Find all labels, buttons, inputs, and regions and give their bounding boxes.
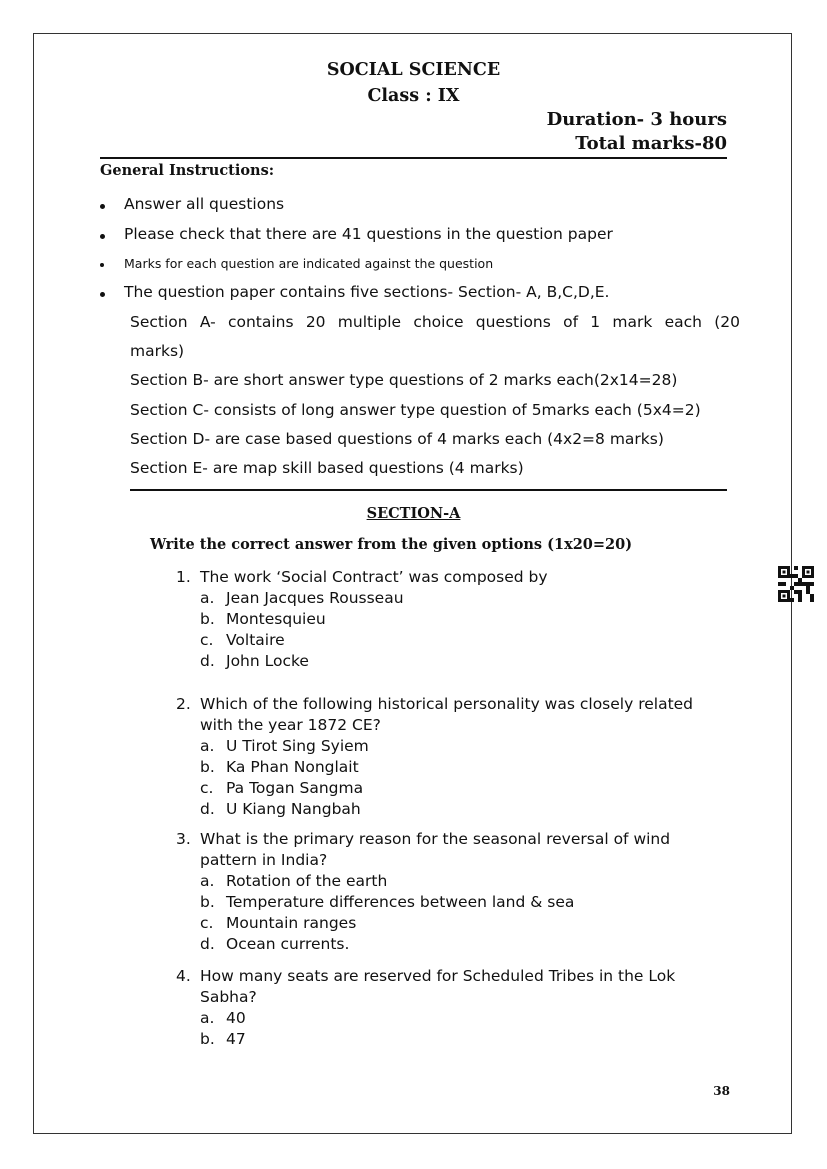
section-description: Section A- contains 20 multiple choice questions of 1 mark each (20 (130, 313, 740, 331)
option-text: Ka Phan Nonglait (226, 758, 359, 776)
subject-title: SOCIAL SCIENCE (326, 60, 501, 80)
page-number: 38 (713, 1084, 730, 1098)
section-a-instruction: Write the correct answer from the given options (1x20=20) (150, 536, 633, 553)
option-label: a. (200, 1009, 215, 1027)
option-label: d. (200, 800, 215, 818)
option-text: Mountain ranges (226, 914, 357, 932)
option-text: Temperature differences between land & sea (226, 893, 575, 911)
option-label: b. (200, 1030, 215, 1048)
question-number: 4. (176, 967, 191, 985)
section-description: Section D- are case based questions of 4 marks each (4x2=8 marks) (130, 430, 664, 448)
question-text: Which of the following historical personality was closely related (200, 695, 694, 713)
instruction-text: Please check that there are 41 questions in the question paper (124, 225, 613, 243)
qr-code-icon (778, 565, 814, 603)
question-text: The work ‘Social Contract’ was composed by (200, 568, 548, 586)
instruction-text: The question paper contains five sections- Section- A, B,C,D,E. (124, 283, 610, 301)
section-description: Section B- are short answer type questions of 2 marks each(2x14=28) (130, 371, 678, 389)
option-text: Jean Jacques Rousseau (226, 589, 404, 607)
option-label: b. (200, 893, 215, 911)
option-label: c. (200, 631, 214, 649)
section-a-heading (0, 503, 827, 522)
option-label: a. (200, 589, 215, 607)
option-label: c. (200, 914, 214, 932)
instructions-divider (130, 489, 727, 491)
question-number: 2. (176, 695, 191, 713)
option-label: a. (200, 872, 215, 890)
option-label: d. (200, 652, 215, 670)
question-text: pattern in India? (200, 851, 328, 869)
option-text: 40 (226, 1009, 246, 1027)
bullet-icon (100, 263, 104, 267)
section-description: marks) (130, 342, 185, 360)
total-marks: Total marks-80 (575, 133, 727, 154)
option-text: Ocean currents. (226, 935, 350, 953)
section-a-title: SECTION-A (366, 505, 461, 522)
option-text: John Locke (226, 652, 309, 670)
option-label: a. (200, 737, 215, 755)
option-text: Montesquieu (226, 610, 326, 628)
option-label: d. (200, 935, 215, 953)
instruction-text: Answer all questions (124, 195, 285, 213)
bullet-icon (100, 292, 105, 297)
option-label: b. (200, 758, 215, 776)
option-label: b. (200, 610, 215, 628)
question-number: 3. (176, 830, 191, 848)
question-text: What is the primary reason for the seasonal reversal of wind (200, 830, 671, 848)
question-number: 1. (176, 568, 191, 586)
bullet-icon (100, 234, 105, 239)
instruction-text: Marks for each question are indicated against the question (124, 256, 494, 271)
option-text: 47 (226, 1030, 246, 1048)
option-text: U Tirot Sing Syiem (226, 737, 369, 755)
option-label: c. (200, 779, 214, 797)
bullet-icon (100, 204, 105, 209)
option-text: U Kiang Nangbah (226, 800, 361, 818)
section-description: Section E- are map skill based questions (4 marks) (130, 459, 524, 477)
question-text: How many seats are reserved for Scheduled Tribes in the Lok (200, 967, 676, 985)
header-divider (100, 157, 727, 159)
option-text: Rotation of the earth (226, 872, 388, 890)
option-text: Pa Togan Sangma (226, 779, 364, 797)
section-description: Section C- consists of long answer type question of 5marks each (5x4=2) (130, 401, 701, 419)
general-instructions-heading: General Instructions: (100, 162, 275, 179)
question-text: with the year 1872 CE? (200, 716, 381, 734)
duration: Duration- 3 hours (546, 109, 727, 130)
question-text: Sabha? (200, 988, 257, 1006)
option-text: Voltaire (226, 631, 285, 649)
class-label: Class : IX (367, 86, 460, 106)
